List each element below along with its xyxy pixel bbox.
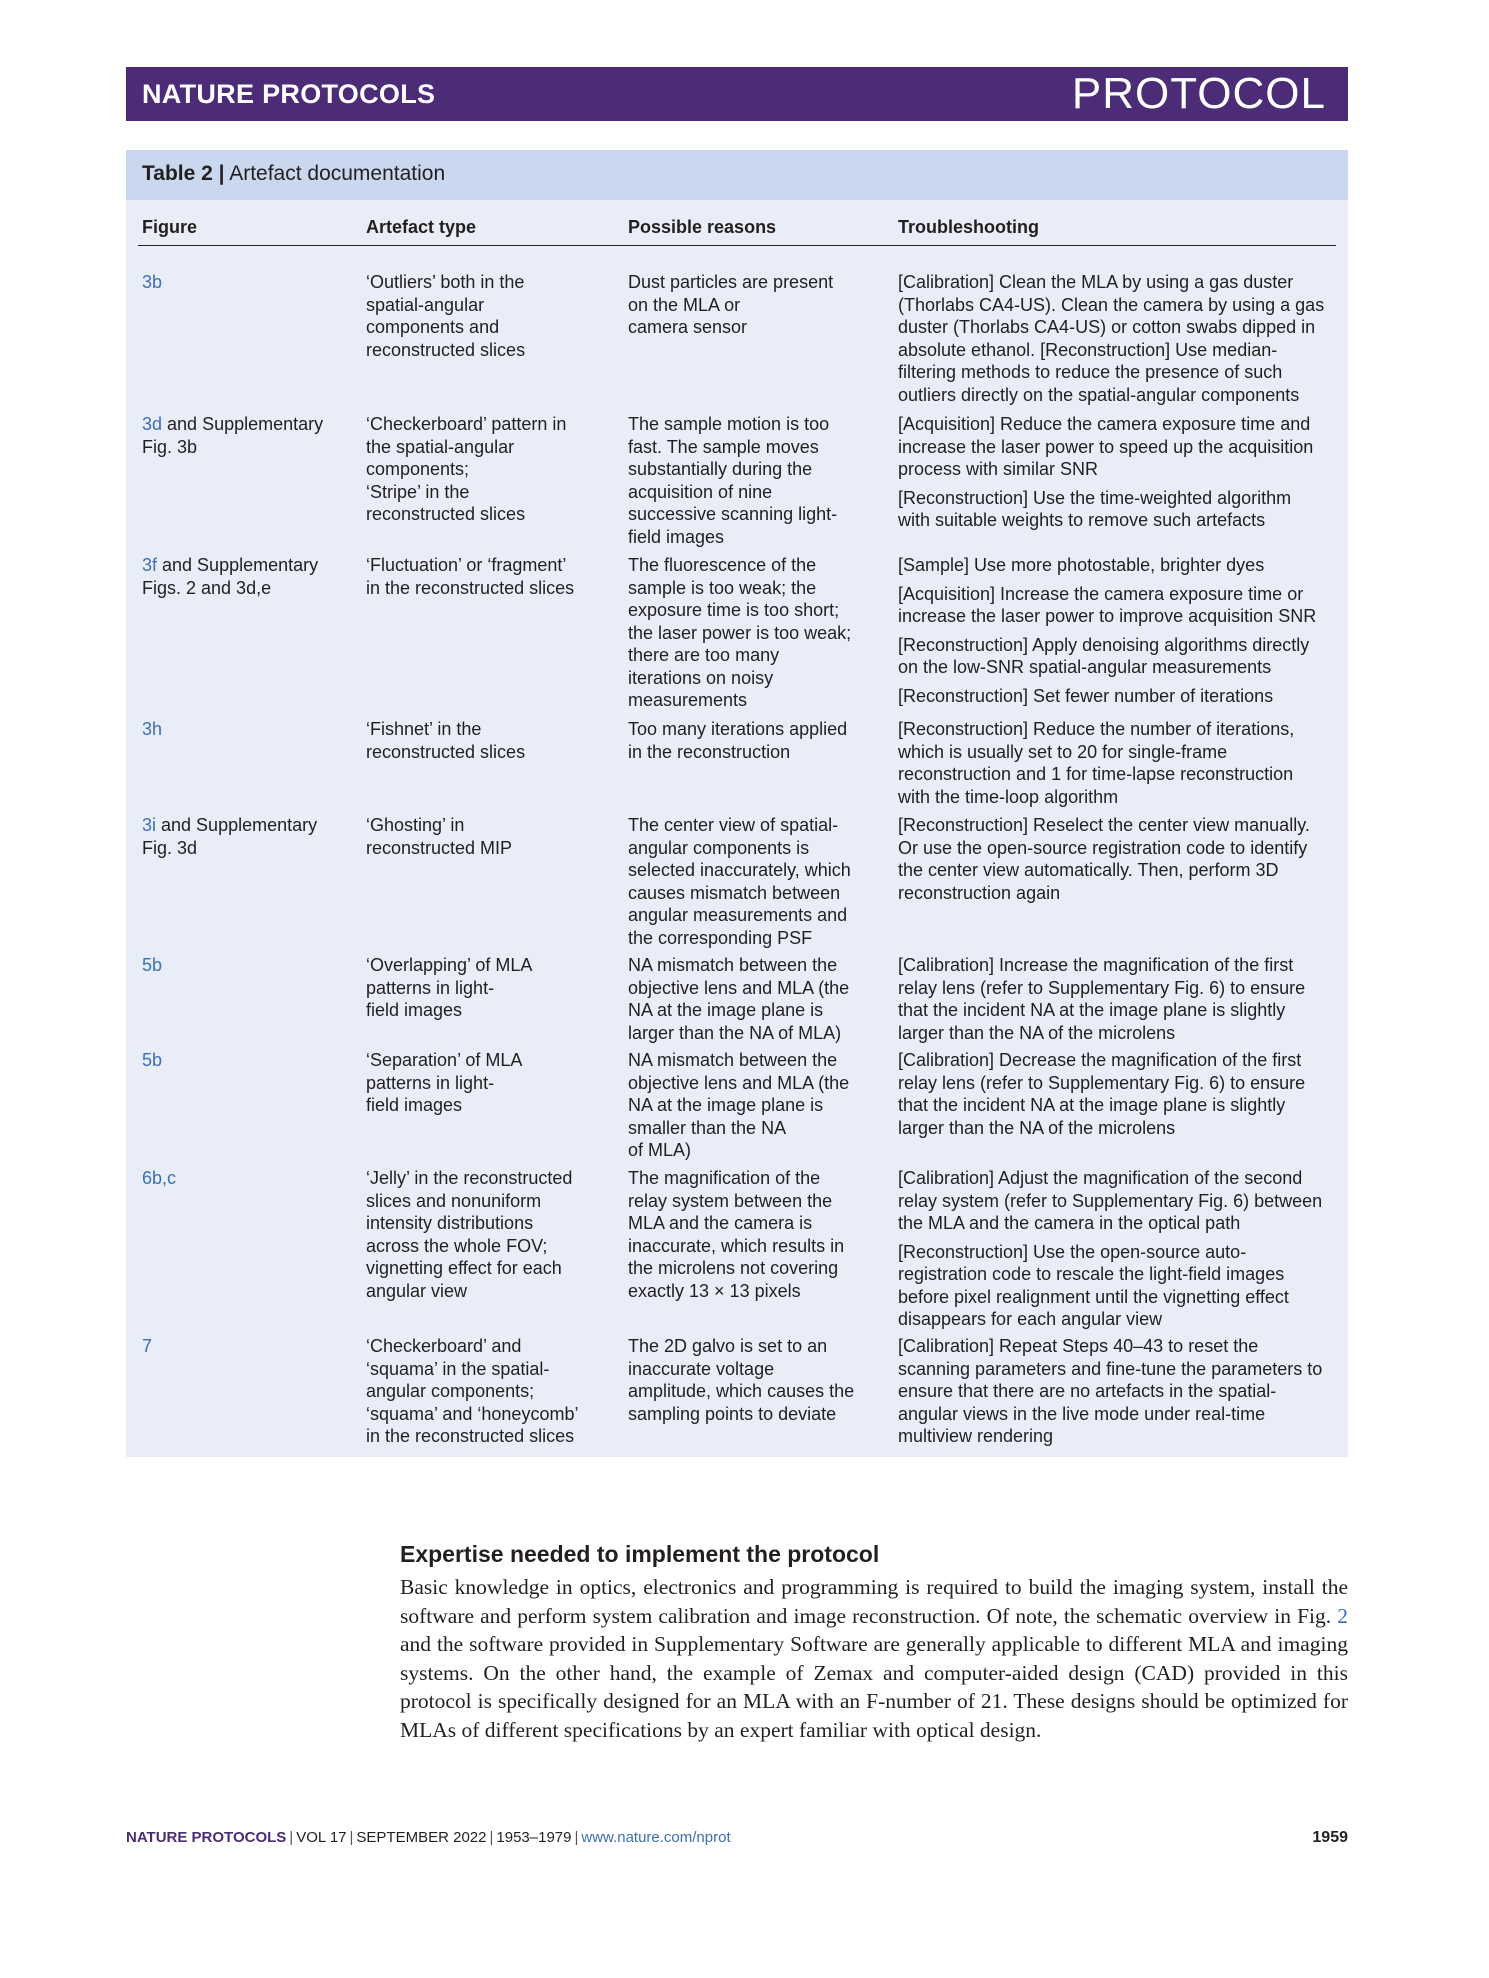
- figure-cell: [142, 718, 347, 741]
- figure-cell: [142, 271, 347, 294]
- troubleshooting-cell: [898, 271, 1338, 412]
- figure-cell: [142, 1167, 347, 1190]
- troubleshooting-cell: [898, 413, 1338, 538]
- possible-reasons-cell: NA mismatch between the objective lens and MLA (the NA at the image plane is larger than the NA of MLA): [628, 955, 850, 1043]
- artefact-type-cell: ‘Fluctuation’ or ‘fragment’ in the reconstructed slices: [366, 555, 575, 598]
- figure-cell: [142, 554, 347, 599]
- artefact-type-cell: ‘Checkerboard’ and ‘squama’ in the spatial- angular components; ‘squama’ and ‘honeycomb’ in the reconstructed slices: [366, 1336, 579, 1446]
- troubleshooting-step: [Reconstruction] Use the open-source auto- registration code to rescale the light-field images before pixel realignment until the vignetting effect disappears for each angular view: [898, 1241, 1289, 1329]
- troubleshooting-step: [Acquisition] Increase the camera exposure time or increase the laser power to improve acquisition SNR: [898, 583, 1317, 626]
- figure-link[interactable]: 7: [142, 1336, 153, 1356]
- troubleshooting-step: [Reconstruction] Apply denoising algorithms directly on the low-SNR spatial-angular measurements: [898, 634, 1310, 677]
- artefact-type-cell: ‘Overlapping’ of MLA patterns in light- field images: [366, 955, 533, 1020]
- artefact-type-cell: ‘Ghosting’ in reconstructed MIP: [366, 815, 513, 858]
- page-footer: [126, 1829, 1348, 1853]
- figure-link[interactable]: 3i: [142, 815, 157, 835]
- figure-cell: [142, 814, 347, 859]
- troubleshooting-cell: [898, 1335, 1338, 1454]
- troubleshooting-step: [Reconstruction] Reselect the center view manually. Or use the open-source registration code to identify the center view automatically. Then, perform 3D reconstruction again: [898, 815, 1310, 903]
- troubleshooting-cell: [898, 718, 1338, 814]
- section-title: Expertise needed to implement the protocol: [400, 1541, 880, 1567]
- artefact-table: [126, 150, 1348, 1457]
- possible-reasons-cell: The 2D galvo is set to an inaccurate voltage amplitude, which causes the sampling points to deviate: [628, 1336, 855, 1424]
- possible-reasons-cell: The sample motion is too fast. The sample moves substantially during the acquisition of nine successive scanning light- field images: [628, 414, 838, 547]
- col-header-troubleshooting: Troubleshooting: [898, 217, 1039, 237]
- troubleshooting-cell: [898, 554, 1338, 713]
- artefact-type-cell: ‘Outliers’ both in the spatial-angular components and reconstructed slices: [366, 272, 526, 360]
- troubleshooting-step: [Reconstruction] Reduce the number of iterations, which is usually set to 20 for single-frame reconstruction and 1 for time-lapse reconstruction with the time-loop algorithm: [898, 719, 1295, 807]
- artefact-type-cell: ‘Jelly’ in the reconstructed slices and nonuniform intensity distributions across the whole FOV; vignetting effect for each angular view: [366, 1168, 573, 1301]
- figure-link[interactable]: 5b: [142, 1050, 163, 1070]
- figure-ref-text: and Supplementary Fig. 3d: [142, 815, 318, 858]
- possible-reasons-cell: The magnification of the relay system between the MLA and the camera is inaccurate, which results in the microlens not covering exactly 13 × 13 pixels: [628, 1168, 845, 1301]
- journal-header: [126, 67, 1348, 121]
- figure-link[interactable]: 3b: [142, 272, 163, 292]
- fig-2-link[interactable]: 2: [1337, 1603, 1348, 1628]
- figure-link[interactable]: 3h: [142, 719, 163, 739]
- troubleshooting-step: [Calibration] Repeat Steps 40–43 to reset the scanning parameters and fine-tune the parameters to ensure that there are no artefacts in the spatial- angular views in the live mode under real-time multiview rendering: [898, 1336, 1323, 1446]
- figure-cell: [142, 413, 347, 458]
- col-header-artefact-type: Artefact type: [366, 217, 477, 237]
- page-number: 1959: [1312, 1829, 1348, 1846]
- footer-volume: VOL 17: [296, 1829, 347, 1846]
- possible-reasons-cell: The center view of spatial- angular components is selected inaccurately, which causes mismatch between angular measurements and the corresponding PSF: [628, 815, 851, 948]
- troubleshooting-step: [Calibration] Increase the magnification of the first relay lens (refer to Supplementary Fig. 6) to ensure that the incident NA at the image plane is slightly larger than the NA of the microlens: [898, 955, 1306, 1043]
- troubleshooting-step: [Sample] Use more photostable, brighter dyes: [898, 555, 1265, 575]
- troubleshooting-step: [Acquisition] Reduce the camera exposure time and increase the laser power to speed up the acquisition process with similar SNR: [898, 414, 1314, 479]
- figure-ref-text: and Supplementary Figs. 2 and 3d,e: [142, 555, 319, 598]
- table-label: Table 2 |: [142, 162, 225, 185]
- troubleshooting-step: [Reconstruction] Set fewer number of iterations: [898, 685, 1274, 706]
- footer-journal: NATURE PROTOCOLS: [126, 1829, 287, 1846]
- troubleshooting-cell: [898, 954, 1338, 1050]
- troubleshooting-cell: [898, 1167, 1338, 1337]
- troubleshooting-step: [Reconstruction] Use the time-weighted algorithm with suitable weights to remove such artefacts: [898, 487, 1292, 530]
- figure-link[interactable]: 3f: [142, 555, 158, 575]
- artefact-type-cell: ‘Fishnet’ in the reconstructed slices: [366, 719, 526, 762]
- figure-ref-text: and Supplementary Fig. 3b: [142, 414, 324, 457]
- col-header-figure: Figure: [142, 217, 198, 237]
- figure-link[interactable]: 5b: [142, 955, 163, 975]
- table-caption: [126, 150, 1348, 200]
- figure-cell: [142, 1049, 347, 1072]
- section-body: [400, 1573, 1348, 1745]
- table-title: Artefact documentation: [229, 162, 446, 185]
- col-header-possible-reasons: Possible reasons: [628, 217, 777, 237]
- artefact-type-cell: ‘Separation’ of MLA patterns in light- field images: [366, 1050, 523, 1115]
- troubleshooting-step: [Calibration] Decrease the magnification of the first relay lens (refer to Supplementary Fig. 6) to ensure that the incident NA at the image plane is slightly larger than the NA of the microlens: [898, 1050, 1306, 1138]
- possible-reasons-cell: Dust particles are present on the MLA or camera sensor: [628, 272, 834, 337]
- footer-pages: 1953–1979: [496, 1829, 572, 1846]
- body-text-part2: and the software provided in Supplementary Software are generally applicable to different MLA and imaging systems. On the other hand, the example of Zemax and computer-aided design (CAD) provided in this protocol is specifically designed for an MLA with an F-number of 21. These designs should be optimized for MLAs of different specifications by an expert familiar with optical design.: [400, 1632, 1348, 1742]
- troubleshooting-step: [Calibration] Clean the MLA by using a gas duster (Thorlabs CA4-US). Clean the camera by using a gas duster (Thorlabs CA4-US) or cotton swabs dipped in absolute ethanol. [Reconstruction] Use median- filtering methods to reduce the presence of such outliers directly on the spatial-angular components: [898, 272, 1325, 405]
- body-text-part1: Basic knowledge in optics, electronics and programming is required to build the imaging system, install the software and perform system calibration and image reconstruction. Of note, the schematic overview in Fig.: [400, 1575, 1348, 1628]
- figure-cell: [142, 1335, 347, 1358]
- possible-reasons-cell: Too many iterations applied in the reconstruction: [628, 719, 848, 762]
- figure-link[interactable]: 3d: [142, 414, 163, 434]
- journal-name: NATURE PROTOCOLS: [142, 78, 436, 109]
- possible-reasons-cell: NA mismatch between the objective lens and MLA (the NA at the image plane is smaller than the NA of MLA): [628, 1050, 850, 1160]
- artefact-type-cell: ‘Checkerboard’ pattern in the spatial-angular components; ‘Stripe’ in the reconstructed slices: [366, 414, 567, 524]
- figure-link[interactable]: 6b,c: [142, 1168, 177, 1188]
- article-type: PROTOCOL: [1071, 69, 1326, 118]
- figure-cell: [142, 954, 347, 977]
- possible-reasons-cell: The fluorescence of the sample is too weak; the exposure time is too short; the laser power is too weak; there are too many iterations on noisy measurements: [628, 555, 852, 710]
- troubleshooting-cell: [898, 1049, 1338, 1145]
- troubleshooting-cell: [898, 814, 1338, 910]
- footer-url[interactable]: www.nature.com/nprot: [581, 1829, 731, 1846]
- footer-citation: NATURE PROTOCOLS | VOL 17 | SEPTEMBER 2022 | 1953–1979 | www.nature.com/nprot: [126, 1829, 731, 1846]
- footer-date: SEPTEMBER 2022: [356, 1829, 487, 1846]
- troubleshooting-step: [Calibration] Adjust the magnification of the second relay system (refer to Supplementary Fig. 6) between the MLA and the camera in the optical path: [898, 1168, 1323, 1233]
